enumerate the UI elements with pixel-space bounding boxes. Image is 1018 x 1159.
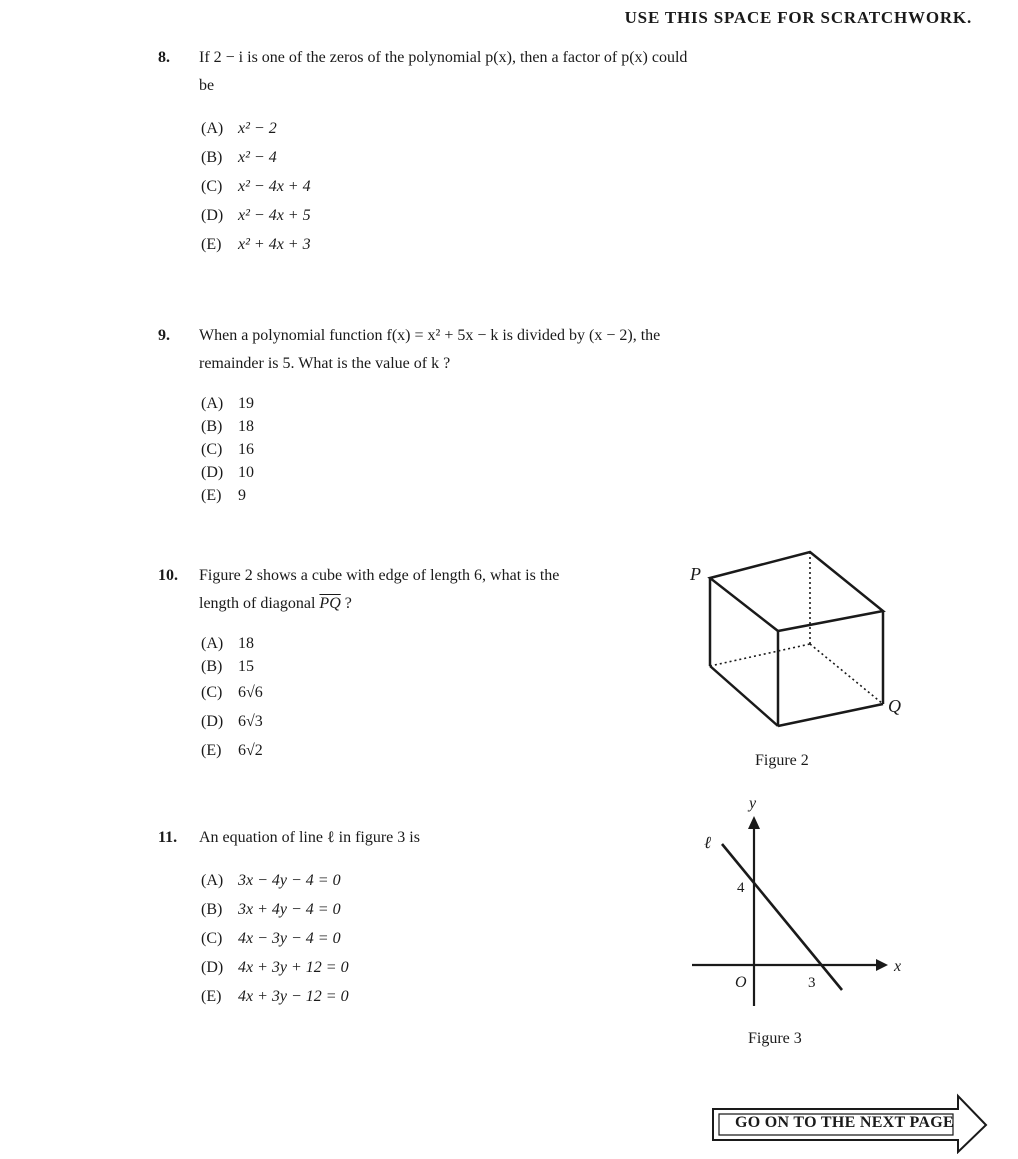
answer-choices [201, 114, 688, 259]
question-stem: If 2 − i is one of the zeros of the polynomial p(x), then a factor of p(x) could be [199, 49, 688, 94]
cube-hidden-left-edge [710, 644, 810, 666]
choice-b[interactable]: (B) 18 [201, 418, 254, 435]
cube-diagram [680, 540, 910, 740]
choice-c[interactable]: (C) 4x − 3y − 4 = 0 [201, 930, 341, 947]
cube-hidden-right-edge [810, 644, 883, 704]
label-q: Q [888, 696, 901, 716]
scratchwork-header: USE THIS SPACE FOR SCRATCHWORK. [624, 8, 972, 27]
next-page-label: GO ON TO THE NEXT PAGE [735, 1114, 954, 1131]
choice-a[interactable]: (A) 18 [201, 635, 254, 652]
question-number: 8. [158, 49, 170, 66]
choice-b[interactable]: (B) 15 [201, 658, 254, 675]
line-l-label: ℓ [704, 833, 712, 852]
choice-e[interactable]: (E) 4x + 3y − 12 = 0 [201, 988, 349, 1005]
question-10 [158, 562, 578, 765]
cube-bottom-left-edge [710, 666, 778, 726]
choice-e[interactable]: (E) 6√2 [201, 742, 263, 759]
choice-c[interactable]: (C) x² − 4x + 4 [201, 178, 311, 195]
choice-e[interactable]: (E) x² + 4x + 3 [201, 236, 311, 253]
question-9 [158, 322, 688, 507]
question-8 [158, 44, 688, 259]
choice-a[interactable]: (A) 3x − 4y − 4 = 0 [201, 872, 341, 889]
next-page-arrow[interactable] [710, 1092, 990, 1154]
x-intercept-label: 3 [808, 975, 816, 991]
figure-3-caption: Figure 3 [748, 1030, 802, 1047]
question-stem: When a polynomial function f(x) = x² + 5x − k is divided by (x − 2), the remainder is 5. What is the value of k ? [199, 327, 661, 372]
y-axis-label: y [749, 795, 757, 812]
choice-a[interactable]: (A) x² − 2 [201, 120, 277, 137]
answer-choices [201, 392, 688, 507]
answer-choices [201, 866, 688, 1011]
question-number: 10. [158, 567, 178, 584]
question-stem: Figure 2 shows a cube with edge of length 6, what is the length of diagonal $\overline{PQ}$ ? [199, 567, 560, 612]
choice-e[interactable]: (E) 9 [201, 487, 246, 504]
origin-label: O [735, 974, 747, 991]
choice-c[interactable]: (C) 6√6 [201, 684, 263, 701]
y-intercept-label: 4 [737, 880, 745, 896]
cube-bottom-front-edge [778, 704, 883, 726]
choice-b[interactable]: (B) 3x + 4y − 4 = 0 [201, 901, 341, 918]
figure-2-cube [680, 540, 910, 740]
choice-d[interactable]: (D) 10 [201, 464, 254, 481]
label-p: P [690, 564, 701, 584]
figure-2-caption: Figure 2 [755, 752, 809, 769]
y-axis-arrow [748, 816, 760, 829]
question-11 [158, 824, 688, 1011]
question-stem: An equation of line ℓ in figure 3 is [199, 829, 420, 846]
segment-pq: $\overline{PQ}$ [319, 595, 341, 612]
question-number: 11. [158, 829, 178, 846]
choice-d[interactable]: (D) 6√3 [201, 713, 263, 730]
choice-a[interactable]: (A) 19 [201, 395, 254, 412]
choice-c[interactable]: (C) 16 [201, 441, 254, 458]
line-l [722, 844, 842, 990]
x-axis-label: x [894, 958, 902, 975]
line-graph [690, 792, 920, 1014]
figure-3-graph [690, 792, 920, 1014]
choice-d[interactable]: (D) 4x + 3y + 12 = 0 [201, 959, 349, 976]
answer-choices [201, 632, 578, 765]
choice-d[interactable]: (D) x² − 4x + 5 [201, 207, 311, 224]
cube-top-face [710, 552, 883, 631]
question-number: 9. [158, 327, 170, 344]
choice-b[interactable]: (B) x² − 4 [201, 149, 277, 166]
x-axis-arrow [876, 959, 888, 971]
